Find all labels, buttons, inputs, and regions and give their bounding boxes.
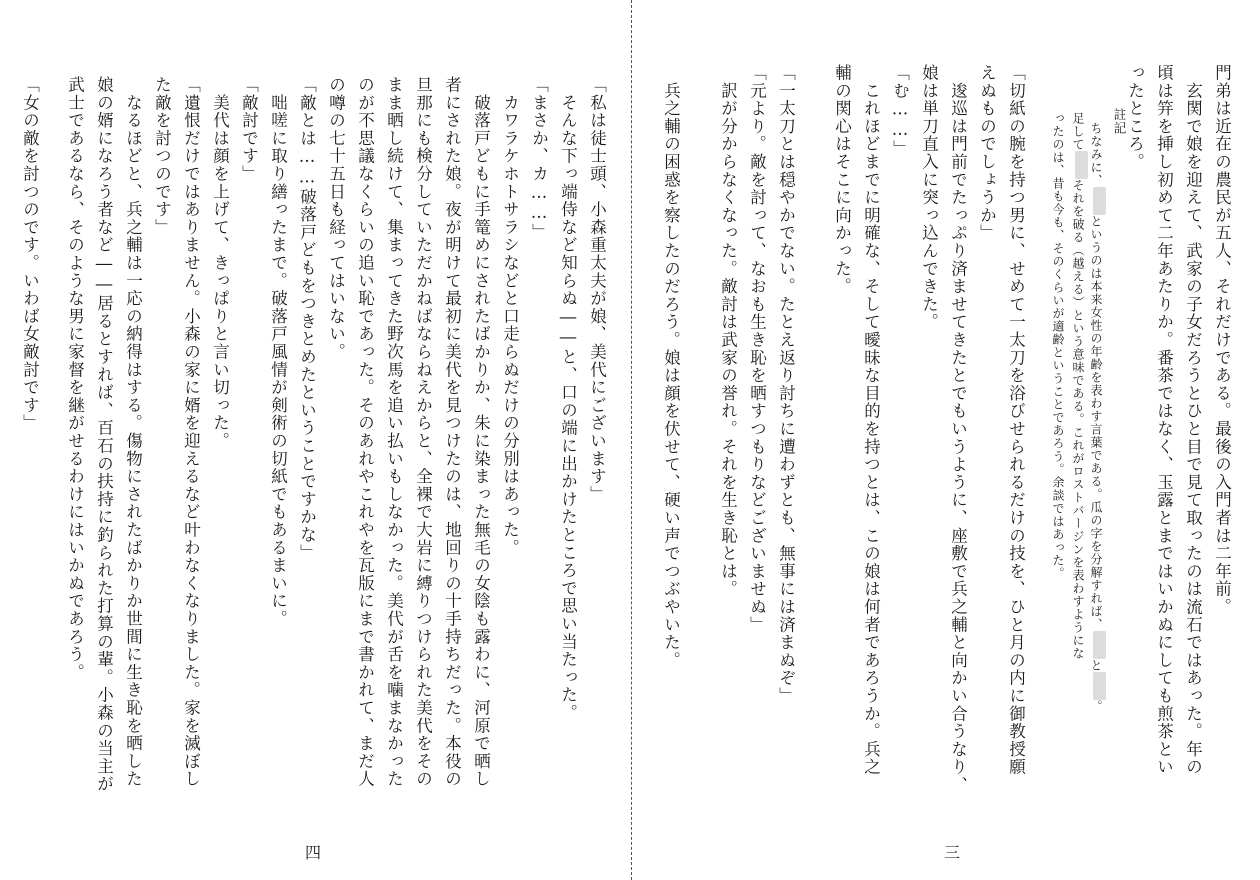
note-line-1 [1090, 122, 1106, 713]
text-line-r1: 門弟は近在の農民が五人、それだけである。最後の入門者は二年前。 [1212, 64, 1232, 616]
text-line-l10: の噂の七十五日も経ってはいない。 [326, 76, 346, 361]
text-line-l1: 「私は徒士頭、小森重太夫が娘、美代にございます」 [587, 76, 607, 504]
text-line-l8: まま晒し続けて、集まってきた野次馬を追い払いもしなかった。美代が舌を噛まなかった [384, 76, 404, 788]
text-line-r3: 頃は笄を挿し初めて二年あたりか。番茶ではなく、玉露とまではいかぬにしても煎茶とい [1154, 64, 1174, 776]
text-line-l9: のが不思議なくらいの追い恥であった。そのあれやこれやを瓦版にまで書かれて、まだ人 [355, 76, 375, 788]
right-page [632, 0, 1260, 880]
note-line-2 [1072, 112, 1088, 660]
redacted-word [1093, 672, 1106, 700]
note-text: 足して [1071, 112, 1085, 151]
text-line-l5: 破落戸どもに手篭めにされたばかりか、朱に染まった無毛の女陰も露わに、河原で晒し [471, 76, 491, 788]
note-line-3: ったのは、昔も今も、そのくらいが適齢ということであろう。余談ではあった。 [1051, 112, 1065, 580]
text-line-r8: 娘は単刀直入に突っ込んできた。 [919, 64, 939, 331]
text-line-r10: これほどまでに明確な、そして曖昧な目的を持つとは、この娘は何者であろうか。兵之 [861, 64, 881, 776]
note-text: 。 [1089, 700, 1103, 713]
text-line-l7: 旦那にも検分していただかねばならねえからと、全裸で大岩に縛りつけられた美代をその [413, 76, 433, 788]
text-line-l14: 美代は顔を上げて、きっぱりと言い切った。 [210, 76, 230, 450]
redacted-word [1093, 631, 1106, 659]
text-line-l4: カワラケホトサラシなどと口走らぬだけの分別はあった。 [500, 76, 520, 557]
redacted-word [1075, 151, 1088, 179]
text-line-l15: 「遺恨だけではありません。小森の家に婿を迎えるなど叶わなくなりました。家を滅ぼし [181, 76, 201, 788]
note-text: ちなみに、 [1089, 122, 1103, 187]
text-line-l2: そんな下っ端侍など知らぬ――と、口の端に出かけたところで思い当たった。 [558, 76, 578, 722]
text-line-l18: 娘の婿になろう者など――居るとすれば、百石の扶持に釣られた打算の輩。小森の当主が [94, 76, 114, 793]
text-line-r6: えぬものでしょうか」 [977, 64, 997, 242]
text-line-r2: 玄関で娘を迎えて、武家の子女だろうとひと目で見て取ったのは流石ではあった。年の [1183, 64, 1203, 776]
text-line-r15: 兵之輔の困惑を察したのだろう。娘は顔を伏せて、硬い声でつぶやいた。 [661, 64, 681, 670]
text-line-l11: 「敵とは……破落戸どもをつきとめたということですかな」 [297, 76, 317, 562]
note-text: それを破る（越える）という意味である。これがロストバージンを表わすようにな [1071, 179, 1085, 660]
text-line-l3: 「まさか、カ……」 [529, 76, 549, 242]
text-line-r4: ったところ。 [1125, 64, 1145, 171]
text-line-l16: た敵を討つのです」 [152, 76, 172, 237]
text-line-r9: 「む……」 [890, 64, 910, 158]
note-text: というのは本来女性の年齢を表わす言葉である。瓜の字を分解すれば、 [1089, 215, 1103, 631]
page-divider [631, 0, 632, 880]
text-line-l13: 「敵討です」 [239, 76, 259, 183]
page-number: 四 [305, 843, 322, 862]
redacted-word [1093, 187, 1106, 215]
text-line-l6: 者にされた娘。夜が明けて最初に美代を見つけたのは、地回りの十手持ちだった。本役の [442, 76, 462, 788]
text-line-r5: 「切紙の腕を持つ男に、せめて一太刀を浴びせられるだけの技を、ひと月の内に御教授願 [1006, 64, 1026, 776]
text-line-r12: 「一太刀とは穏やかでない。たとえ返り討ちに遭わずとも、無事には済まぬぞ」 [776, 64, 796, 705]
text-line-r11: 輔の関心はそこに向かった。 [832, 64, 852, 296]
text-line-r14: 訳が分からなくなった。敵討は武家の誉れ。それを生き恥とは。 [718, 64, 738, 598]
note-text: と [1089, 659, 1103, 672]
note-title: 註記 [1112, 108, 1127, 135]
text-line-l20: 「女の敵を討つのです。いわば女敵討です」 [20, 76, 40, 432]
text-line-l17: なるほどと、兵之輔は一応の納得はする。傷物にされたばかりか世間に生き恥を晒した [123, 76, 143, 788]
text-line-l19: 武士であるなら、そのような男に家督を継がせるわけにはいかぬであろう。 [65, 76, 85, 682]
page-number: 三 [944, 843, 961, 862]
text-line-r7: 逡巡は門前でたっぷり済ませてきたとでもいうように、座敷で兵之輔と向かい合うなり、 [948, 64, 968, 794]
text-line-r13: 「元より。敵を討って、なおも生き恥を晒すつもりなどございませぬ」 [747, 64, 767, 634]
text-line-l12: 咄嗟に取り繕ったまで。破落戸風情が剣術の切紙でもあるまいに。 [268, 76, 288, 628]
